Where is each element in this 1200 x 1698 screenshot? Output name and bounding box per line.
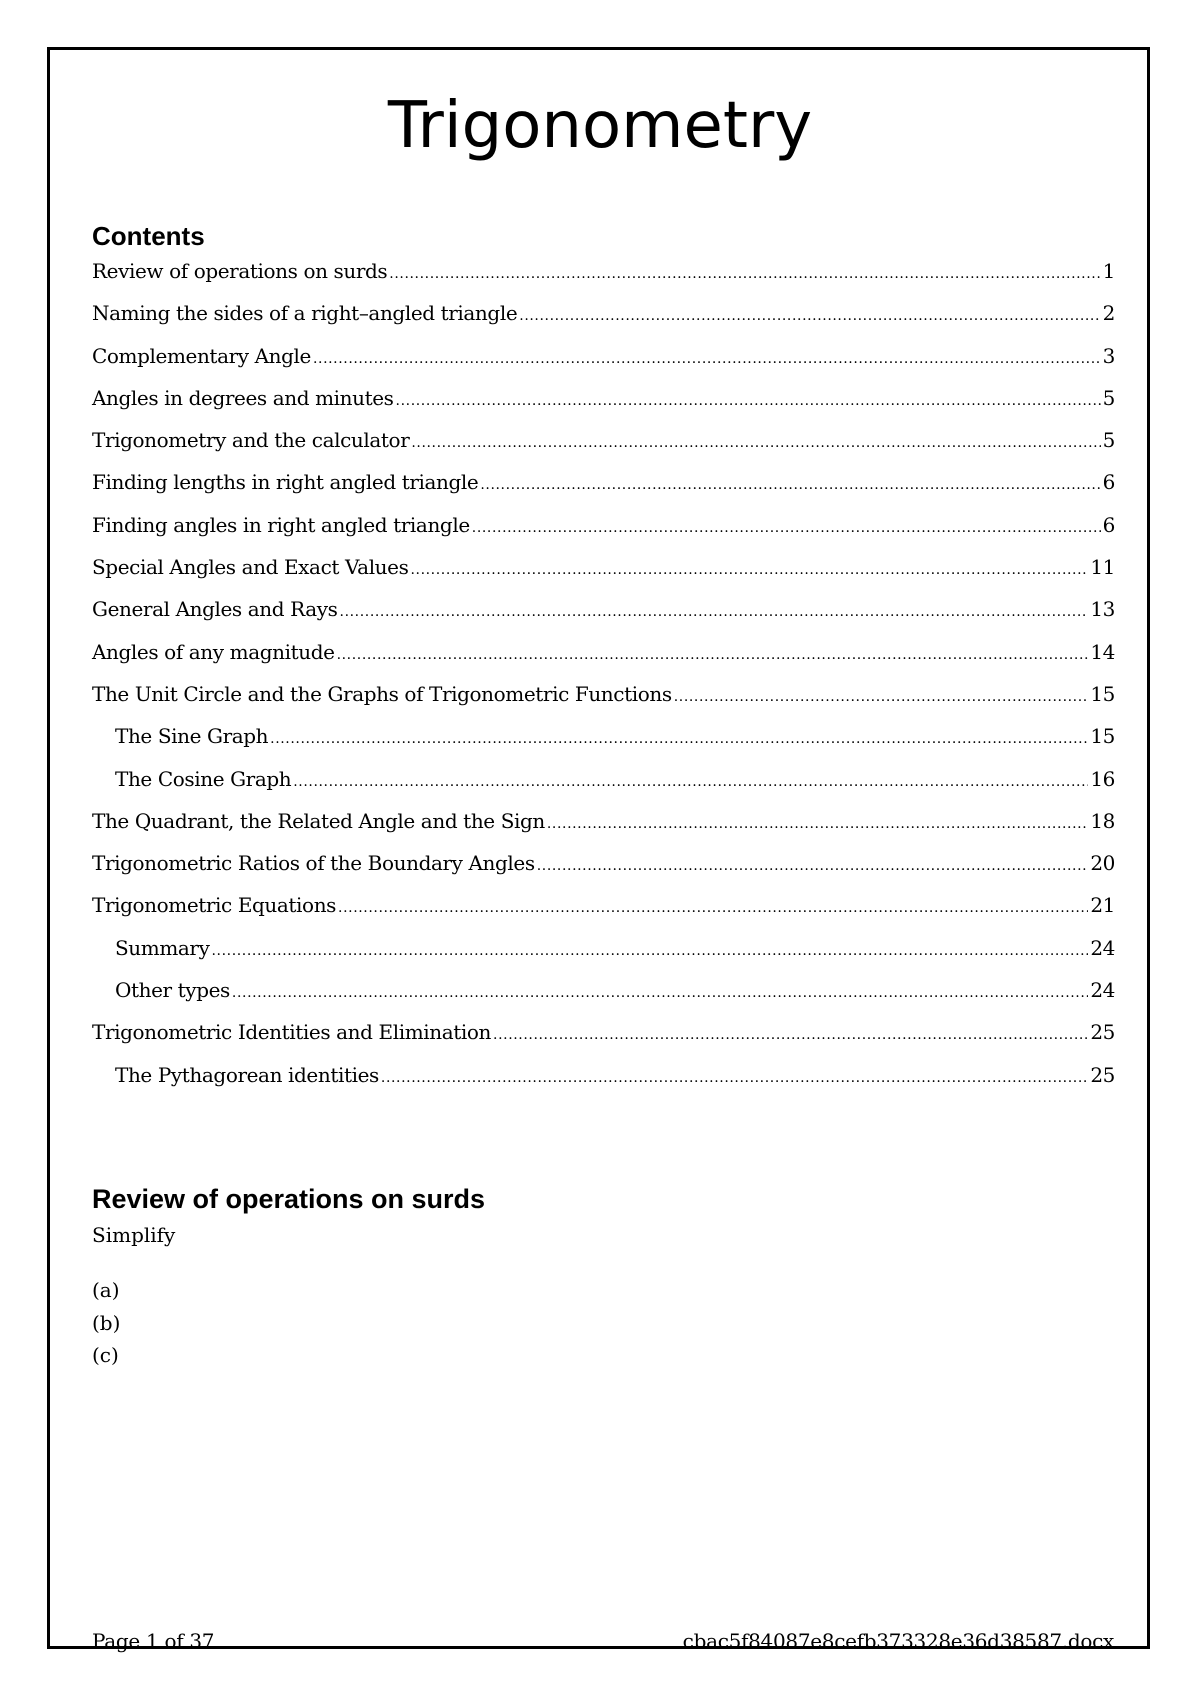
toc-entry-label: Trigonometry and the calculator xyxy=(92,428,410,453)
toc-dot-leader xyxy=(480,468,1100,502)
toc-entry-page: 5 xyxy=(1102,385,1115,410)
toc-entry[interactable] xyxy=(92,423,1115,465)
toc-entry-page: 3 xyxy=(1102,343,1115,368)
toc-entry-label: The Pythagorean identities xyxy=(115,1062,379,1087)
toc-entry[interactable] xyxy=(92,1058,1115,1100)
toc-entry[interactable] xyxy=(92,719,1115,761)
toc-entry-page: 24 xyxy=(1090,978,1115,1003)
toc-dot-leader xyxy=(293,765,1088,799)
toc-entry[interactable] xyxy=(92,508,1115,550)
toc-entry-page: 13 xyxy=(1090,597,1115,622)
toc-entry-page: 20 xyxy=(1090,851,1115,876)
toc-entry-label: Naming the sides of a right–angled triangle xyxy=(92,301,518,326)
toc-entry-label: Special Angles and Exact Values xyxy=(92,555,409,580)
footer-filename: cbac5f84087e8cefb373328e36d38587.docx xyxy=(682,1629,1114,1653)
toc-entry-label: General Angles and Rays xyxy=(92,597,338,622)
toc-entry-page: 15 xyxy=(1090,724,1115,749)
toc-entry-label: The Unit Circle and the Graphs of Trigonometric Functions xyxy=(92,681,672,706)
toc-dot-leader xyxy=(337,638,1089,672)
footer-page-number: Page 1 of 37 xyxy=(92,1629,215,1653)
toc-entry-page: 15 xyxy=(1090,681,1115,706)
toc-entry-label: Summary xyxy=(115,935,210,960)
toc-entry-page: 24 xyxy=(1090,935,1115,960)
toc-entry-label: The Cosine Graph xyxy=(115,766,292,791)
toc-entry[interactable] xyxy=(92,550,1115,592)
toc-dot-leader xyxy=(313,342,1101,376)
toc-entry-page: 14 xyxy=(1090,639,1115,664)
toc-dot-leader xyxy=(674,680,1089,714)
toc-dot-leader xyxy=(519,299,1100,333)
exercise-part: (c) xyxy=(92,1343,119,1367)
toc-dot-leader xyxy=(212,934,1089,968)
toc-dot-leader xyxy=(232,976,1088,1010)
toc-entry-label: The Quadrant, the Related Angle and the Sign xyxy=(92,808,545,833)
toc-dot-leader xyxy=(338,891,1088,925)
exercise-part: (a) xyxy=(92,1278,120,1302)
toc-entry-page: 2 xyxy=(1102,301,1115,326)
document-title: Trigonometry xyxy=(387,89,813,163)
toc-heading: Contents xyxy=(92,221,205,251)
toc-entry-page: 1 xyxy=(1102,259,1115,283)
toc-entry[interactable] xyxy=(92,846,1115,888)
toc-entry[interactable] xyxy=(92,381,1115,423)
toc-entry-label: Finding angles in right angled triangle xyxy=(92,512,470,537)
toc-dot-leader xyxy=(381,1061,1088,1095)
toc-entry-label: Trigonometric Ratios of the Boundary Angles xyxy=(92,851,535,876)
toc-dot-leader xyxy=(493,1018,1088,1052)
toc-entry-page: 6 xyxy=(1102,512,1115,537)
toc-entry[interactable] xyxy=(92,592,1115,634)
exercise-part: (b) xyxy=(92,1310,121,1335)
toc-entry-page: 16 xyxy=(1090,766,1115,791)
toc-entry-label: Complementary Angle xyxy=(92,343,311,368)
toc-entry[interactable] xyxy=(92,465,1115,507)
toc-entry-page: 21 xyxy=(1090,893,1115,918)
toc-entry-page: 5 xyxy=(1102,428,1115,453)
table-of-contents xyxy=(92,254,1115,1100)
toc-entry-page: 25 xyxy=(1090,1062,1115,1087)
toc-entry-label: Angles in degrees and minutes xyxy=(92,385,394,410)
toc-dot-leader xyxy=(472,511,1101,545)
toc-entry[interactable] xyxy=(92,254,1115,296)
toc-entry[interactable] xyxy=(92,762,1115,804)
toc-entry[interactable] xyxy=(92,296,1115,338)
toc-entry[interactable] xyxy=(92,888,1115,930)
toc-entry-label: The Sine Graph xyxy=(115,724,269,749)
toc-entry-label: Finding lengths in right angled triangle xyxy=(92,470,479,495)
toc-entry[interactable] xyxy=(92,973,1115,1015)
toc-dot-leader xyxy=(537,849,1089,883)
toc-dot-leader xyxy=(389,257,1100,291)
toc-entry[interactable] xyxy=(92,1015,1115,1057)
toc-entry[interactable] xyxy=(92,804,1115,846)
toc-entry[interactable] xyxy=(92,931,1115,973)
toc-dot-leader xyxy=(340,595,1089,629)
toc-entry[interactable] xyxy=(92,635,1115,677)
toc-entry-page: 18 xyxy=(1090,808,1115,833)
toc-entry[interactable] xyxy=(92,677,1115,719)
toc-entry-page: 25 xyxy=(1090,1020,1115,1045)
toc-dot-leader xyxy=(547,807,1088,841)
section-intro: Simplify xyxy=(92,1223,176,1247)
toc-dot-leader xyxy=(270,722,1088,756)
toc-entry-label: Trigonometric Identities and Elimination xyxy=(92,1020,492,1045)
exercise-parts xyxy=(92,1274,120,1372)
toc-entry-label: Trigonometric Equations xyxy=(92,893,337,918)
toc-entry-label: Other types xyxy=(115,978,230,1003)
section-heading: Review of operations on surds xyxy=(92,1184,486,1214)
toc-dot-leader xyxy=(410,553,1088,587)
toc-dot-leader xyxy=(411,426,1100,460)
toc-dot-leader xyxy=(396,384,1101,418)
toc-entry-label: Review of operations on surds xyxy=(92,259,388,283)
toc-entry[interactable] xyxy=(92,339,1115,381)
toc-entry-label: Angles of any magnitude xyxy=(92,639,335,664)
toc-entry-page: 11 xyxy=(1090,555,1115,580)
toc-entry-page: 6 xyxy=(1102,470,1115,495)
